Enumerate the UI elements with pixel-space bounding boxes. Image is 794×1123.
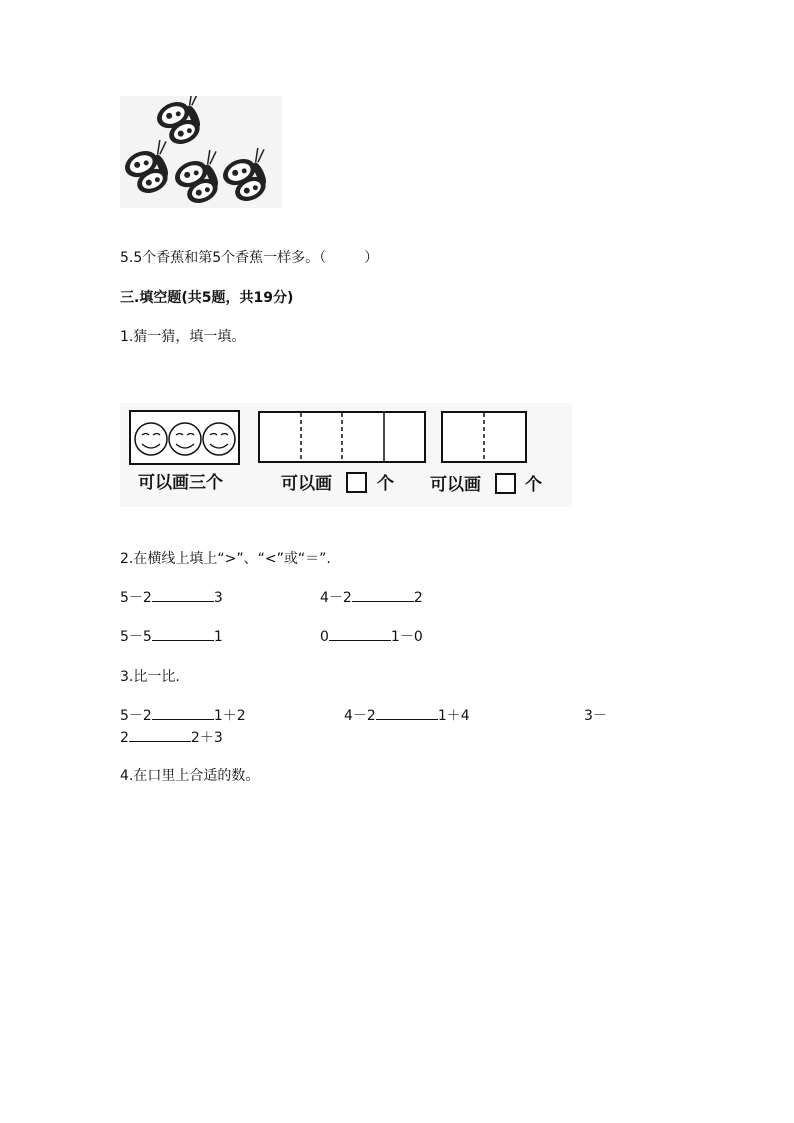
compare-item bbox=[344, 707, 470, 725]
answer-blank[interactable] bbox=[152, 707, 214, 720]
question-1 bbox=[120, 328, 245, 346]
figure-label-2-suffix: 个 bbox=[377, 474, 394, 494]
butterflies-image bbox=[120, 96, 282, 208]
question-text: 猜一猜，填一填。 bbox=[133, 329, 246, 345]
section-title: 三.填空题(共5题，共19分) bbox=[120, 290, 294, 306]
expression-left: 0 bbox=[320, 629, 329, 645]
answer-box[interactable] bbox=[346, 472, 367, 493]
answer-blank[interactable] bbox=[329, 628, 391, 641]
expression-left: 5－2 bbox=[120, 708, 152, 724]
expression-right: 1 bbox=[213, 629, 223, 645]
compare-item bbox=[120, 628, 223, 646]
question-text: 5个香蕉和第5个香蕉一样多。（ bbox=[133, 250, 327, 266]
expression-left: 5－2 bbox=[120, 590, 152, 606]
guess-figure bbox=[120, 403, 572, 507]
question-3 bbox=[120, 668, 180, 686]
answer-blank[interactable] bbox=[152, 628, 214, 641]
expression-left: 4－2 bbox=[344, 708, 376, 724]
question-number: 4. bbox=[120, 768, 134, 784]
question-number: 2. bbox=[120, 551, 134, 567]
question-2 bbox=[120, 550, 331, 568]
figure-label-1: 可以画三个 bbox=[138, 473, 223, 493]
question-text: 比一比. bbox=[133, 669, 180, 685]
expression-right: 2＋3 bbox=[190, 730, 223, 746]
answer-blank[interactable] bbox=[152, 589, 214, 602]
compare-item bbox=[320, 589, 423, 607]
question-number: 5. bbox=[120, 250, 134, 266]
smiley-box bbox=[130, 411, 239, 464]
expression-right: 1＋4 bbox=[437, 708, 470, 724]
expression-right: 3 bbox=[213, 590, 223, 606]
expression-right: 2 bbox=[413, 590, 423, 606]
compare-item bbox=[120, 707, 246, 725]
figure-label-3-prefix: 可以画 bbox=[430, 475, 481, 495]
expression-left: 4－2 bbox=[320, 590, 352, 606]
answer-box[interactable] bbox=[495, 473, 516, 494]
expression-right: 1－0 bbox=[390, 629, 423, 645]
question-5 bbox=[120, 249, 378, 267]
closing-paren: ） bbox=[364, 250, 379, 266]
expression-left: 2 bbox=[120, 730, 129, 746]
answer-blank[interactable] bbox=[129, 729, 191, 742]
answer-blank[interactable] bbox=[376, 707, 438, 720]
expression-left: 5－5 bbox=[120, 629, 152, 645]
expression-right: 1＋2 bbox=[213, 708, 246, 724]
expression-left-part: 3－ bbox=[584, 708, 607, 724]
compare-item bbox=[320, 628, 423, 646]
question-text: 在口里上合适的数。 bbox=[133, 768, 260, 784]
compare-item bbox=[120, 729, 223, 747]
question-text: 在横线上填上“>”、“<”或“＝”. bbox=[133, 551, 331, 567]
question-number: 3. bbox=[120, 669, 134, 685]
figure-label-3-suffix: 个 bbox=[525, 475, 542, 495]
figure-label-2-prefix: 可以画 bbox=[281, 474, 332, 494]
question-4 bbox=[120, 767, 259, 785]
question-number: 1. bbox=[120, 329, 134, 345]
compare-item bbox=[120, 589, 223, 607]
answer-blank[interactable] bbox=[352, 589, 414, 602]
